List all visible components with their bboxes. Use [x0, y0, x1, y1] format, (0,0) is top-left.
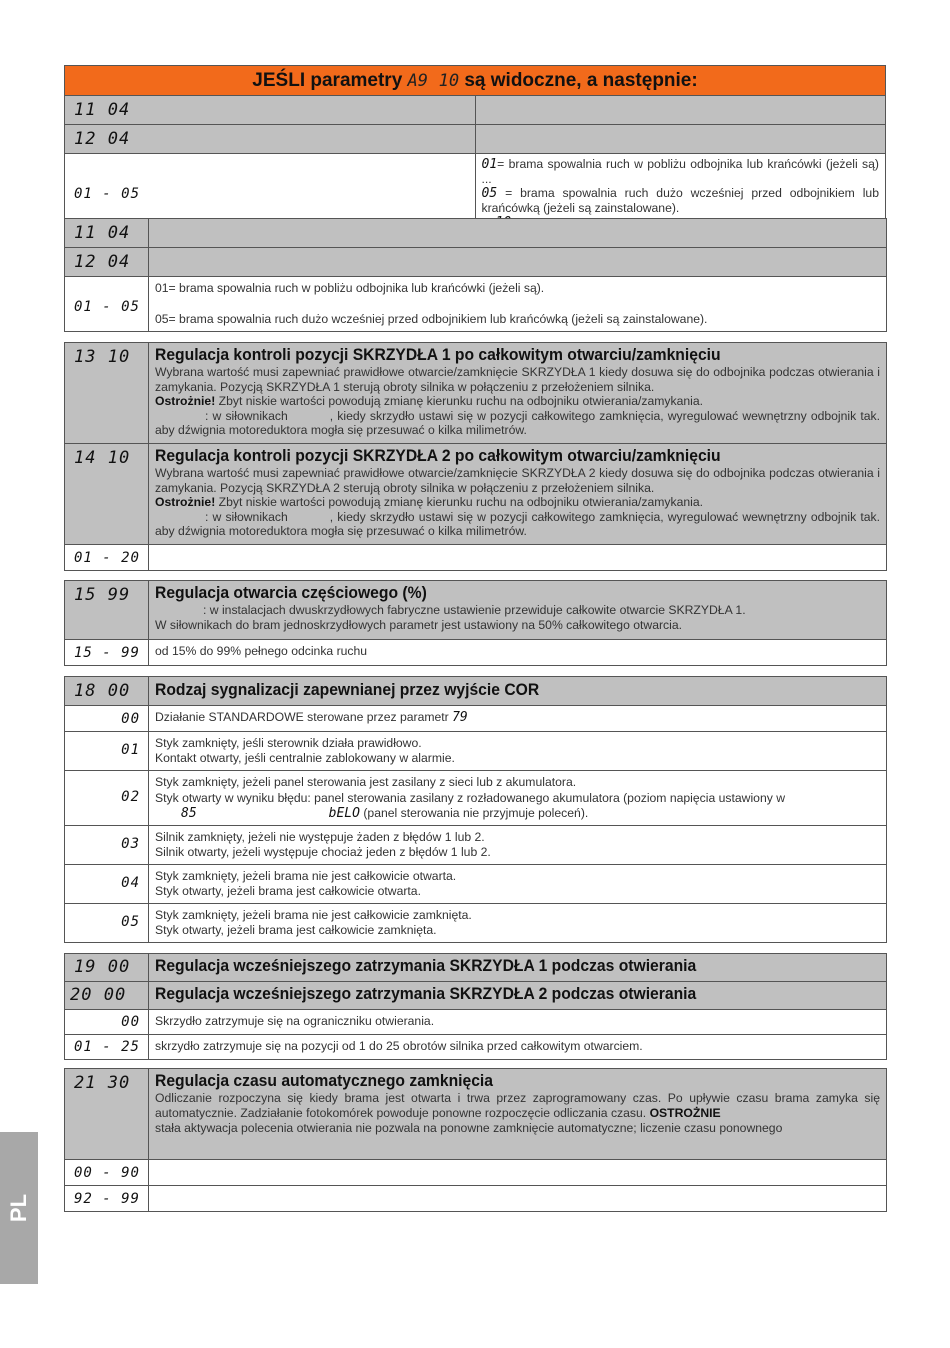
- param-desc: Zbyt niskie wartości powodują zmianę kierunku ruchu na odbojniku otwierania/zamykania.: [215, 394, 704, 409]
- param-code: 18 00: [74, 681, 131, 701]
- value-code: 79: [452, 710, 468, 725]
- param-desc: stała aktywacja polecenia otwierania nie pozwala na ponowne zamknięcie automatyczne; liczenie czasu ponownego: [155, 1121, 783, 1135]
- param-desc: Wybrana wartość musi zapewniać prawidłowe otwarcie/zamknięcie SKRZYDŁA 1 kiedy dosuwa się do odbojnika podczas otwierania i zamykania. Pozycją SKRZYDŁA 1 sterują obroty silnika w połączeniu z przełożeniem silnika.: [155, 365, 880, 394]
- value-desc: 05= brama spowalnia ruch dużo wcześniej przed odbojnikiem lub krańcówką (jeżeli są zainstalowane).: [155, 312, 708, 326]
- param-code: 00: [121, 711, 140, 727]
- table-row: [65, 865, 887, 904]
- value-code: 01: [481, 157, 498, 172]
- param-code: 20 00: [70, 985, 127, 1005]
- param-code: 01: [121, 742, 140, 758]
- value-desc: od 15% do 99% pełnego odcinka ruchu: [155, 644, 368, 658]
- table-row: [65, 1186, 887, 1212]
- param-code: 19 00: [74, 957, 131, 977]
- param-code: 14 10: [74, 448, 131, 468]
- param-code: 15 - 99: [73, 645, 140, 661]
- header-text: JEŚLI parametry: [252, 69, 403, 91]
- table-row: [65, 732, 887, 771]
- param-code: 05: [121, 914, 140, 930]
- value-desc: Styk otwarty, jeżeli brama jest całkowicie otwarta.: [155, 884, 421, 898]
- param-desc: : w instalacjach dwuskrzydłowych fabryczne ustawienie przewiduje całkowite otwarcie SKRZYDŁA 1.: [203, 603, 746, 617]
- value-desc: Silnik zamknięty, jeżeli nie występuje żaden z błędów 1 lub 2.: [155, 830, 485, 844]
- value-desc: Skrzydło zatrzymuje się na ograniczniku otwierania.: [155, 1014, 435, 1028]
- params-table-4: [64, 580, 887, 666]
- table-row: [65, 219, 887, 248]
- table-header: [65, 66, 886, 96]
- param-code: 01 - 05: [74, 185, 141, 202]
- warning-label: Ostrożnie!: [155, 394, 216, 409]
- value-desc: (panel sterowania nie przyjmuje poleceń).: [359, 806, 589, 820]
- value-desc: skrzydło zatrzymuje się na pozycji od 1 do 25 obrotów silnika przed całkowitym otwarciem.: [155, 1039, 643, 1053]
- param-code: 03: [121, 836, 140, 852]
- param-code: 92 - 99: [73, 1191, 140, 1207]
- param-desc: Wybrana wartość musi zapewniać prawidłowe otwarcie/zamknięcie SKRZYDŁA 2 kiedy dosuwa się do odbojnika podczas otwierania i zamykania. Pozycją SKRZYDŁA 2 sterują obroty silnika w połączeniu z przełożeniem silnika.: [155, 466, 880, 495]
- params-table-6: [64, 953, 887, 1060]
- value-desc: Styk zamknięty, jeśli sterownik działa prawidłowo.: [155, 736, 422, 750]
- param-code: 12 04: [74, 252, 131, 272]
- value-code: bELO: [328, 806, 360, 821]
- param-desc: , kiedy skrzydło ustawi się w pozycji całkowitego zamknięcia, wyregulować wewnętrzny odbojnik tak. aby dźwignia motoreduktora mogła się przesuwać o kilka milimetrów.: [155, 408, 880, 438]
- param-code: 00: [121, 1014, 140, 1030]
- table-row: [65, 581, 887, 640]
- param-title: Regulacja wcześniejszego zatrzymania SKRZYDŁA 2 podczas otwierania: [155, 985, 697, 1003]
- table-header-row: [65, 66, 886, 96]
- param-code: 12 04: [74, 129, 131, 149]
- param-title: Regulacja kontroli pozycji SKRZYDŁA 1 po całkowitym otwarciu/zamknięciu: [155, 346, 721, 364]
- params-table-7: [64, 1068, 887, 1212]
- param-desc: W siłownikach do bram jednoskrzydłowych parametr jest ustawiony na 50% całkowitego otwarcia.: [155, 618, 683, 632]
- table-row: [65, 248, 887, 277]
- value-code: 85: [181, 806, 197, 821]
- value-desc: Styk otwarty w wyniku błędu: panel sterowania zasilany z rozładowanego akumulatora (poziom napięcia ustawiony w: [155, 790, 786, 805]
- param-code: 01 - 05: [73, 298, 140, 315]
- table-row: [65, 545, 887, 571]
- value-desc: = brama spowalnia ruch dużo wcześniej przed odbojnikiem lub krańcówką (jeżeli są zainstalowane).: [481, 186, 879, 215]
- param-code: 04: [121, 875, 140, 891]
- header-text-end: są widoczne, a następnie:: [464, 69, 698, 91]
- param-code: 02: [121, 789, 140, 805]
- param-desc: Odliczanie rozpoczyna się kiedy brama jest otwarta i trwa przez zaprogramowany czas. Po upływie czasu brama zamyka się automatycznie. Zadziałanie fotokomórek powoduje ponowne rozpoczęcie odliczania czasu.: [155, 1091, 880, 1120]
- value-desc: Styk zamknięty, jeżeli brama nie jest całkowicie otwarta.: [155, 869, 457, 883]
- table-row: [65, 277, 887, 332]
- table-row: [65, 904, 887, 943]
- header-code-a: A9: [407, 70, 429, 91]
- table-row: [65, 1010, 887, 1035]
- param-title: Regulacja kontroli pozycji SKRZYDŁA 2 po całkowitym otwarciu/zamknięciu: [155, 447, 721, 465]
- table-row: [65, 1069, 887, 1160]
- table-row: [65, 1160, 887, 1186]
- table-row: [65, 982, 887, 1010]
- param-code: 11 04: [74, 100, 131, 120]
- params-table-3: [64, 342, 887, 571]
- value-desc: Styk otwarty, jeżeli brama jest całkowicie zamknięta.: [155, 923, 437, 937]
- param-code: 01 - 20: [73, 550, 140, 566]
- value-desc: Kontakt otwarty, jeśli centralnie zablokowany w alarmie.: [155, 751, 455, 765]
- param-desc: Zbyt niskie wartości powodują zmianę kierunku ruchu na odbojniku otwierania/zamykania.: [215, 495, 704, 510]
- table-row: [65, 706, 887, 732]
- warning-label: OSTROŻNIE: [649, 1106, 721, 1120]
- param-title: Regulacja otwarcia częściowego (%): [155, 584, 427, 602]
- value-desc: 01= brama spowalnia ruch w pobliżu odbojnika lub krańcówki (jeżeli są).: [155, 281, 545, 295]
- table-row: [65, 640, 887, 666]
- params-table-2: [64, 218, 887, 332]
- value-code: 05: [481, 186, 498, 201]
- value-desc: = brama spowalnia ruch w pobliżu odbojnika lub krańcówki (jeżeli są) ...: [481, 157, 879, 186]
- warning-label: Ostrożnie!: [155, 495, 216, 510]
- param-title: Rodzaj sygnalizacji zapewnianej przez wyjście COR: [155, 681, 540, 699]
- param-code: 11 04: [74, 223, 131, 243]
- table-row: [65, 954, 887, 982]
- table-row: [65, 826, 887, 865]
- param-desc: , kiedy skrzydło ustawi się w pozycji całkowitego zamknięcia, wyregulować wewnętrzny odbojnik tak. aby dźwignia motoreduktora mogła się przesuwać o kilka milimetrów.: [155, 509, 880, 539]
- param-title: Regulacja czasu automatycznego zamknięcia: [155, 1072, 494, 1090]
- language-label: PL: [6, 1193, 31, 1223]
- param-code: 15 99: [74, 585, 131, 605]
- param-code: 01 - 25: [73, 1039, 140, 1055]
- table-row: [65, 125, 886, 154]
- param-title: Regulacja wcześniejszego zatrzymania SKRZYDŁA 1 podczas otwierania: [155, 957, 697, 975]
- table-row: [65, 96, 886, 125]
- param-desc: : w siłownikach: [205, 408, 288, 423]
- param-desc: : w siłownikach: [205, 509, 288, 524]
- value-desc: Silnik otwarty, jeżeli występuje chociaż jeden z błędów 1 lub 2.: [155, 845, 491, 859]
- table-row: [65, 343, 887, 444]
- params-table-5: [64, 676, 887, 943]
- value-desc: Działanie STANDARDOWE sterowane przez parametr: [155, 710, 453, 724]
- param-code: 00 - 90: [73, 1165, 140, 1181]
- table-row: [65, 771, 887, 826]
- param-code: 13 10: [74, 347, 131, 367]
- value-desc: Styk zamknięty, jeżeli brama nie jest całkowicie zamknięta.: [155, 908, 472, 922]
- value-desc: Styk zamknięty, jeżeli panel sterowania jest zasilany z sieci lub z akumulatora.: [155, 775, 577, 789]
- table-row: [65, 444, 887, 545]
- params-table-1: [64, 65, 886, 234]
- param-code: 21 30: [74, 1073, 131, 1093]
- header-code-b: 10: [438, 70, 460, 91]
- language-tab: [0, 1132, 38, 1284]
- table-row: [65, 677, 887, 706]
- table-row: [65, 1035, 887, 1060]
